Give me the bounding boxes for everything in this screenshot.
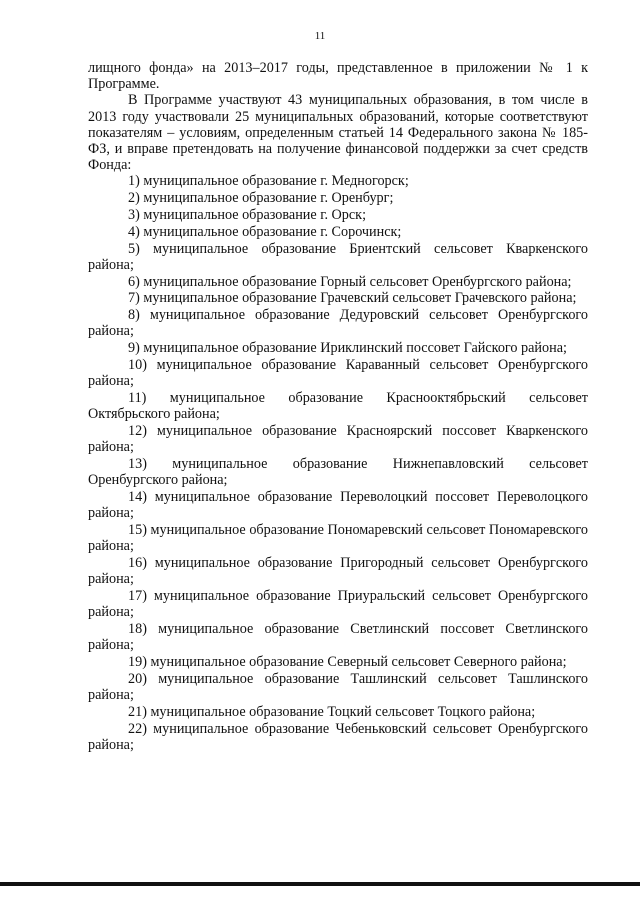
list-item: 13) муниципальное образование Нижнепавловский сельсовет Оренбургского района;: [88, 456, 588, 489]
document-body: [88, 60, 588, 754]
list-item: 2) муниципальное образование г. Оренбург;: [128, 190, 394, 207]
footer-rule: [0, 882, 640, 886]
intro-paragraph: В Программе участвуют 43 муниципальных образования, в том числе в 2013 году участвовали 25 муниципальных образований, которые соответствуют показателям – условиям, определенным статьей 14 Федерального закона № 185-ФЗ, и вправе претендовать на получение финансовой поддержки за счет средств Фонда:: [88, 92, 588, 174]
list-item: 20) муниципальное образование Ташлинский сельсовет Ташлинского района;: [88, 670, 588, 703]
intro-continuation: лищного фонда» на 2013–2017 годы, представленное в приложении № 1 к Программе.: [88, 60, 588, 93]
list-item: 3) муниципальное образование г. Орск;: [128, 207, 367, 224]
list-item: 7) муниципальное образование Грачевский сельсовет Грачевского района;: [128, 290, 577, 307]
list-item: 9) муниципальное образование Ириклинский поссовет Гайского района;: [128, 340, 567, 357]
list-item: 14) муниципальное образование Переволоцкий поссовет Переволоцкого района;: [88, 489, 588, 522]
list-item: 10) муниципальное образование Караванный сельсовет Оренбургского района;: [88, 357, 588, 390]
list-item: 1) муниципальное образование г. Медногорск;: [128, 173, 409, 190]
list-item: 17) муниципальное образование Приуральский сельсовет Оренбургского района;: [88, 588, 588, 621]
list-item: 19) муниципальное образование Северный сельсовет Северного района;: [128, 654, 567, 670]
list-item: 8) муниципальное образование Дедуровский сельсовет Оренбургского района;: [88, 307, 588, 340]
list-item: 21) муниципальное образование Тоцкий сельсовет Тоцкого района;: [128, 703, 536, 720]
list-item: 12) муниципальное образование Красноярский поссовет Кваркенского района;: [88, 423, 588, 456]
list-item: 4) муниципальное образование г. Сорочинск;: [128, 223, 402, 240]
list-item: 5) муниципальное образование Бриентский сельсовет Кваркенского района;: [88, 240, 588, 273]
list-item: 15) муниципальное образование Пономаревский сельсовет Пономаревского района;: [88, 522, 588, 555]
list-item: 18) муниципальное образование Светлинский поссовет Светлинского района;: [88, 621, 588, 654]
page-number: 11: [314, 30, 326, 42]
list-item: 22) муниципальное образование Чебеньковский сельсовет Оренбургского района;: [88, 720, 588, 753]
list-item: 11) муниципальное образование Краснооктябрьский сельсовет Октябрьского района;: [88, 390, 588, 423]
list-item: 6) муниципальное образование Горный сельсовет Оренбургского района;: [128, 273, 572, 290]
municipality-list: [88, 173, 588, 753]
list-item: 16) муниципальное образование Пригородный сельсовет Оренбургского района;: [88, 555, 588, 588]
